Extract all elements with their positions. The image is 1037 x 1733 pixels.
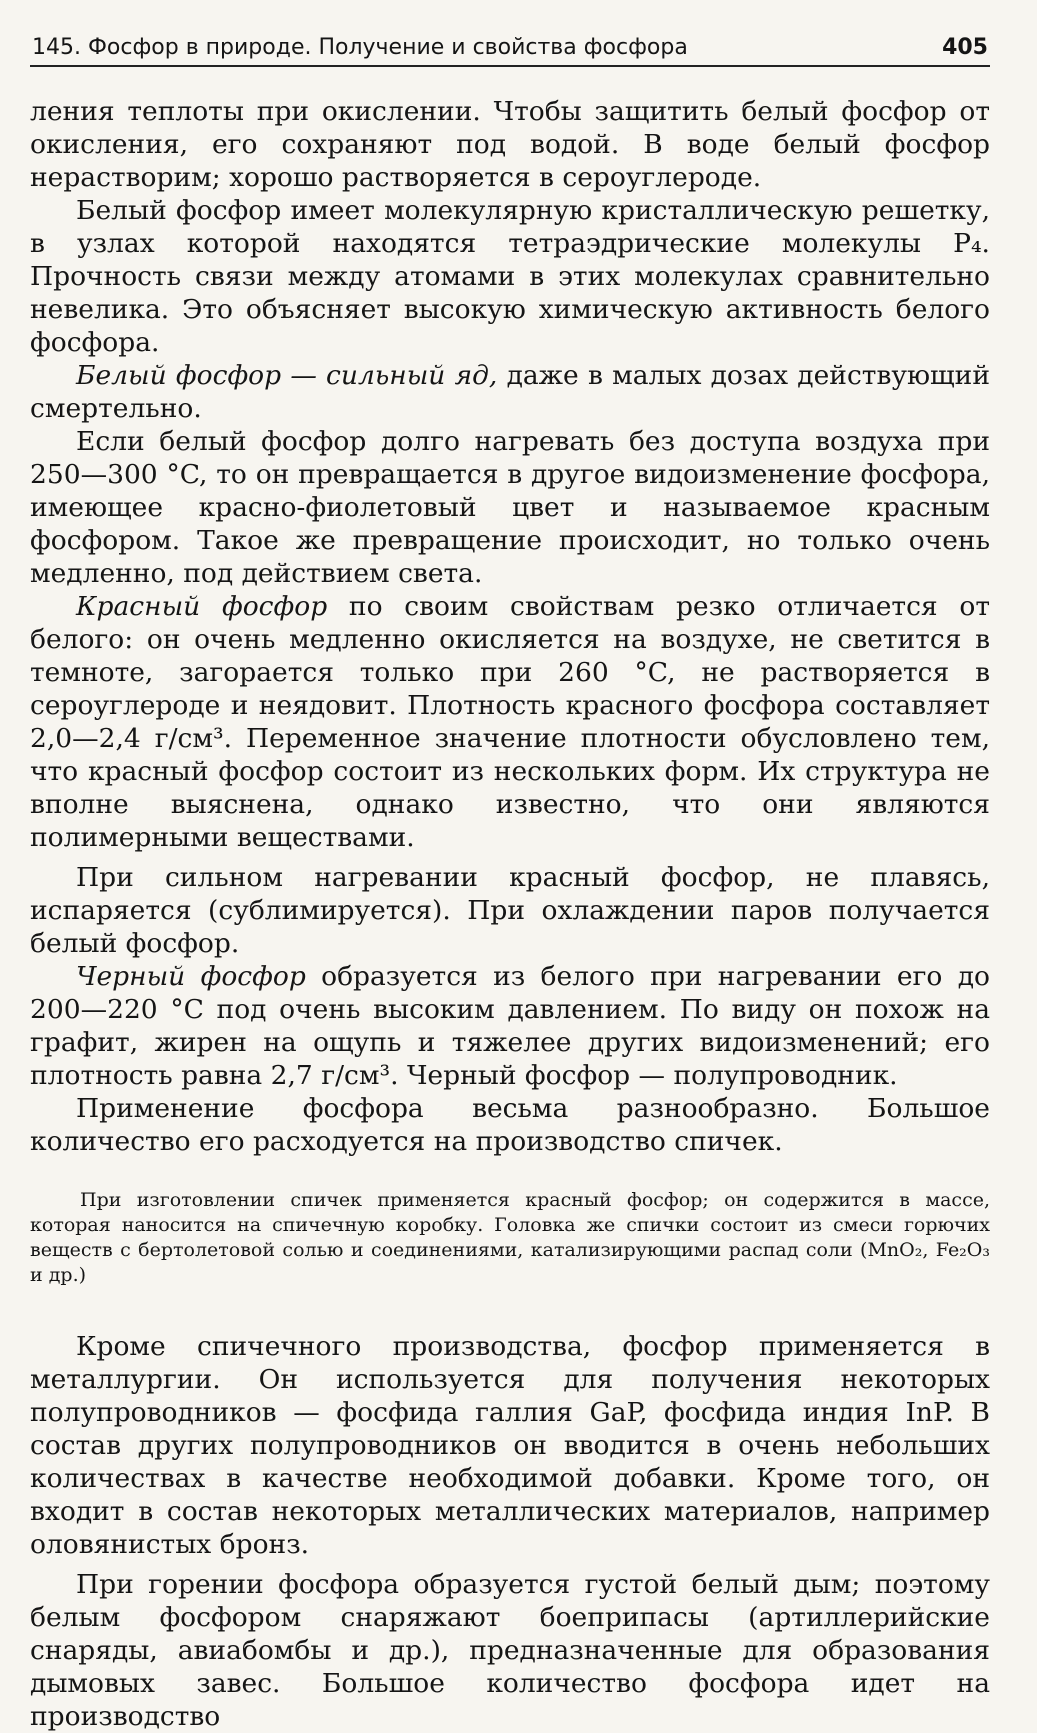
paragraph-10: При горении фосфора образуется густой белый дым; поэтому белым фосфором снаряжают боеприпасы (артиллерийские снаряды, авиабомбы и др.), предназначенные для образования дымовых завес. Большое количество фосфора идет на производство (30, 1569, 990, 1732)
paragraph-3-text: даже в малых дозах действующий смертельно. (30, 360, 990, 424)
paragraph-7-text: образуется из белого при нагревании его до 200—220 °C под очень высоким давлением. По виду он похож на графит, жирен на ощупь и тяжелее других видоизменений; его плотность равна 2,7 г/см³. Черный фосфор — полупроводник. (30, 961, 990, 1091)
paragraph-4: Если белый фосфор долго нагревать без доступа воздуха при 250—300 °C, то он превращается в другое видоизменение фосфора, имеющее красно-фиолетовый цвет и называемое красным фосфором. Такое же превращение происходит, но только очень медленно, под действием света. (30, 426, 990, 589)
paragraph-7 (30, 960, 990, 1092)
paragraph-3 (30, 359, 990, 425)
emphasis-term: Черный фосфор (76, 961, 306, 992)
paragraph-1: ления теплоты при окислении. Чтобы защитить белый фосфор от окисления, его сохраняют под водой. В воде белый фосфор нерастворим; хорошо растворяется в сероуглероде. (30, 96, 990, 193)
running-header (30, 33, 990, 67)
body-text (30, 95, 990, 1733)
paragraph-5 (30, 590, 990, 854)
emphasis-term: Белый фосфор — сильный яд, (76, 360, 498, 391)
chapter-title: 145. Фосфор в природе. Получение и свойства фосфора (32, 35, 688, 60)
paragraph-6: При сильном нагревании красный фосфор, не плавясь, испаряется (сублимируется). При охлаждении паров получается белый фосфор. (30, 862, 990, 959)
emphasis-term: Красный фосфор (76, 591, 328, 622)
small-print-note: При изготовлении спичек применяется красный фосфор; он содержится в массе, которая наносится на спичечную коробку. Головка же спички состоит из смеси горючих веществ с бертолетовой солью и соединениями, катализирующими распад соли (MnO₂, Fe₂O₃ и др.) (30, 1189, 990, 1286)
paragraph-5-text: по своим свойствам резко отличается от белого: он очень медленно окисляется на воздухе, не светится в темноте, загорается только при 260 °C, не растворяется в сероуглероде и неядовит. Плотность красного фосфора составляет 2,0—2,4 г/см³. Переменное значение плотности обусловлено тем, что красный фосфор состоит из нескольких форм. Их структура не вполне выяснена, однако известно, что они являются полимерными веществами. (30, 591, 990, 853)
paragraph-2: Белый фосфор имеет молекулярную кристаллическую решетку, в узлах которой находятся тетраэдрические молекулы P₄. Прочность связи между атомами в этих молекулах сравнительно невелика. Это объясняет высокую химическую активность белого фосфора. (30, 195, 990, 358)
paragraph-8: Применение фосфора весьма разнообразно. Большое количество его расходуется на производство спичек. (30, 1093, 990, 1157)
page-number: 405 (942, 35, 988, 60)
paragraph-9: Кроме спичечного производства, фосфор применяется в металлургии. Он используется для получения некоторых полупроводников — фосфида галлия GaP, фосфида индия InP. В состав других полупроводников он вводится в очень небольших количествах в качестве необходимой добавки. Кроме того, он входит в состав некоторых металлических материалов, например оловянистых бронз. (30, 1331, 990, 1560)
